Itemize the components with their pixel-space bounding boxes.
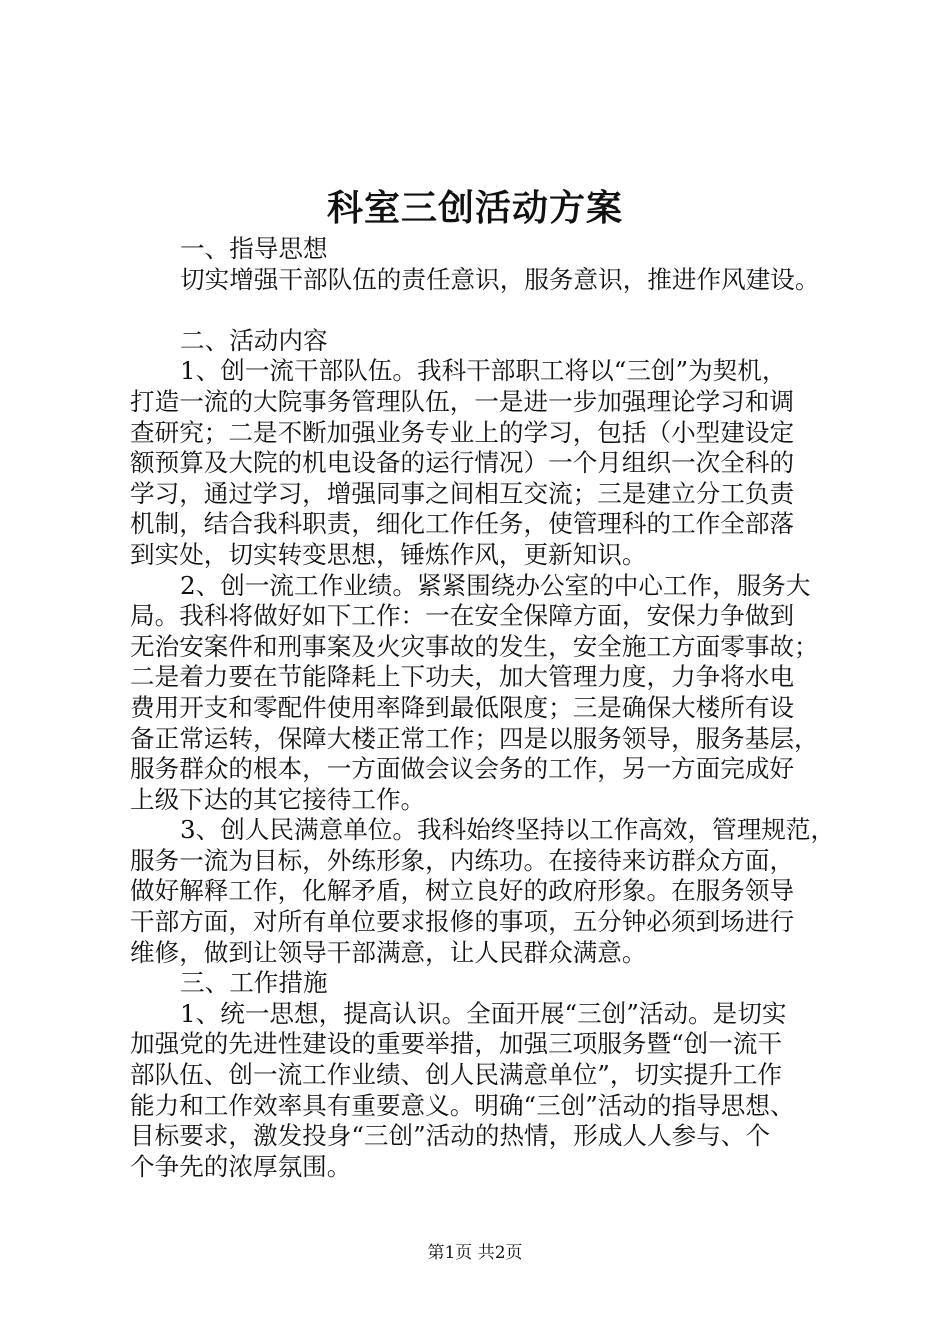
text-line: 无治安案件和刑事案及火灾事故的发生，安全施工方面零事故； <box>130 631 819 661</box>
text-line: 切实增强干部队伍的责任意识，服务意识，推进作风建设。 <box>180 264 820 294</box>
text-line: 上级下达的其它接待工作。 <box>130 784 426 814</box>
text-line: 费用开支和零配件使用率降到最低限度；三是确保大楼所有设 <box>130 692 795 722</box>
text-line: 学习，通过学习，增强同事之间相互交流；三是建立分工负责 <box>130 478 795 508</box>
text-line: 1、统一思想，提高认识。全面开展“三创”活动。是切实 <box>180 998 787 1028</box>
text-line: 到实处，切实转变思想，锤炼作风，更新知识。 <box>130 539 647 569</box>
text-line: 能力和工作效率具有重要意义。明确“三创”活动的指导思想、 <box>130 1090 795 1120</box>
text-line: 3、创人民满意单位。我科始终坚持以工作高效，管理规范， <box>180 815 836 845</box>
text-line: 打造一流的大院事务管理队伍，一是进一步加强理论学习和调 <box>130 386 795 416</box>
text-line: 二、活动内容 <box>180 325 328 355</box>
text-line: 机制，结合我科职责，细化工作任务，使管理科的工作全部落 <box>130 509 795 539</box>
text-line: 二是着力要在节能降耗上下功夫，加大管理力度，力争将水电 <box>130 662 795 692</box>
text-line: 额预算及大院的机电设备的运行情况）一个月组织一次全科的 <box>130 448 795 478</box>
text-line: 干部方面，对所有单位要求报修的事项，五分钟必须到场进行 <box>130 907 795 937</box>
page-footer: 第1页 共2页 <box>427 1243 523 1263</box>
text-line: 局。我科将做好如下工作：一在安全保障方面，安保力争做到 <box>130 601 795 631</box>
blank-line <box>130 295 832 326</box>
text-line: 加强党的先进性建设的重要举措，加强三项服务暨“创一流干 <box>130 1029 783 1059</box>
text-line: 部队伍、创一流工作业绩、创人民满意单位”，切实提升工作 <box>130 1060 783 1090</box>
text-line: 2、创一流工作业绩。紧紧围绕办公室的中心工作，服务大 <box>180 570 811 600</box>
text-line: 目标要求，激发投身“三创”活动的热情，形成人人参与、个 <box>130 1121 770 1151</box>
text-line: 做好解释工作，化解矛盾，树立良好的政府形象。在服务领导 <box>130 876 795 906</box>
document-body <box>130 234 836 1182</box>
text-line: 维修，做到让领导干部满意，让人民群众满意。 <box>130 937 647 967</box>
document-title: 科室三创活动方案 <box>326 187 623 229</box>
text-line: 个争先的浓厚氛围。 <box>130 1151 352 1181</box>
text-line: 服务一流为目标，外练形象，内练功。在接待来访群众方面， <box>130 845 795 875</box>
text-line: 查研究；二是不断加强业务专业上的学习，包括（小型建设定 <box>130 417 795 447</box>
text-line: 1、创一流干部队伍。我科干部职工将以“三创”为契机， <box>180 356 787 386</box>
text-line: 备正常运转，保障大楼正常工作；四是以服务领导，服务基层， <box>130 723 819 753</box>
text-line: 一、指导思想 <box>180 234 328 263</box>
text-line: 服务群众的根本，一方面做会议会务的工作，另一方面完成好 <box>130 754 795 784</box>
text-line: 三、工作措施 <box>180 968 328 998</box>
